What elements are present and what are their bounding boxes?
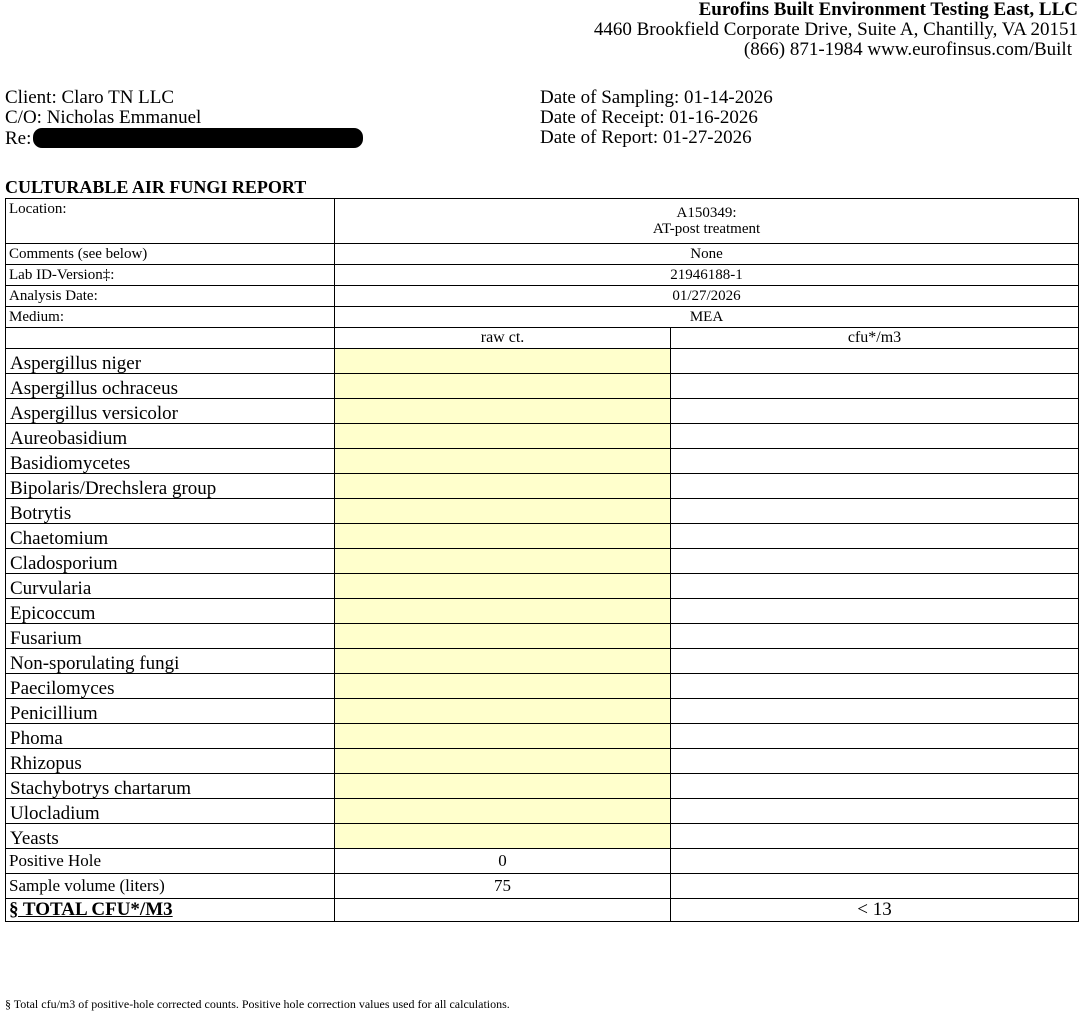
- report-title: CULTURABLE AIR FUNGI REPORT: [5, 177, 307, 197]
- client-re: [5, 128, 363, 149]
- organism-name: Aspergillus niger: [6, 349, 335, 374]
- organism-row: [6, 399, 1079, 424]
- organism-cfu: [671, 574, 1079, 599]
- organism-raw-count: [335, 799, 671, 824]
- organism-name: Cladosporium: [6, 549, 335, 574]
- organism-raw-count: [335, 724, 671, 749]
- organism-raw-count: [335, 674, 671, 699]
- organism-cfu: [671, 724, 1079, 749]
- organism-cfu: [671, 399, 1079, 424]
- client-info: [5, 88, 363, 149]
- organism-raw-count: [335, 474, 671, 499]
- organism-cfu: [671, 424, 1079, 449]
- organism-cfu: [671, 624, 1079, 649]
- total-row: [6, 899, 1079, 922]
- organism-raw-count: [335, 424, 671, 449]
- organism-cfu: [671, 549, 1079, 574]
- organism-name: Phoma: [6, 724, 335, 749]
- positive-hole-cfu: [671, 849, 1079, 874]
- organism-cfu: [671, 749, 1079, 774]
- fungi-report-table: [5, 198, 1079, 922]
- organism-row: [6, 424, 1079, 449]
- organism-row: [6, 474, 1079, 499]
- lab-contact: (866) 871-1984 www.eurofinsus.com/Built: [743, 39, 1072, 60]
- positive-hole-label: Positive Hole: [6, 849, 335, 874]
- organism-raw-count: [335, 399, 671, 424]
- labid-label: Lab ID-Version‡:: [6, 265, 335, 286]
- comments-row: [6, 244, 1079, 265]
- organism-row: [6, 799, 1079, 824]
- organism-row: [6, 449, 1079, 474]
- organism-cfu: [671, 349, 1079, 374]
- analysis-date-label: Analysis Date:: [6, 286, 335, 307]
- organism-cfu: [671, 524, 1079, 549]
- organism-name: Aspergillus ochraceus: [6, 374, 335, 399]
- organism-row: [6, 349, 1079, 374]
- organism-raw-count: [335, 599, 671, 624]
- location-desc: AT-post treatment: [652, 221, 761, 237]
- organism-name: Non-sporulating fungi: [6, 649, 335, 674]
- organism-cfu: [671, 599, 1079, 624]
- organism-name: Rhizopus: [6, 749, 335, 774]
- organism-name: Yeasts: [6, 824, 335, 849]
- organism-row: [6, 549, 1079, 574]
- organism-raw-count: [335, 774, 671, 799]
- organism-raw-count: [335, 574, 671, 599]
- total-value: < 13: [671, 899, 1079, 922]
- comments-label: Comments (see below): [6, 244, 335, 265]
- organism-name: Bipolaris/Drechslera group: [6, 474, 335, 499]
- location-row: [6, 199, 1079, 244]
- column-header-blank: [6, 328, 335, 349]
- organism-row: [6, 749, 1079, 774]
- organism-row: [6, 499, 1079, 524]
- re-label: Re:: [5, 128, 32, 149]
- analysis-date-value: 01/27/2026: [335, 286, 1079, 307]
- organism-raw-count: [335, 624, 671, 649]
- organism-raw-count: [335, 699, 671, 724]
- lab-address: 4460 Brookfield Corporate Drive, Suite A, Chantilly, VA 20151: [593, 19, 1078, 40]
- total-label: § TOTAL CFU*/M3: [6, 899, 335, 922]
- organism-row: [6, 624, 1079, 649]
- medium-row: [6, 307, 1079, 328]
- organism-row: [6, 674, 1079, 699]
- organism-raw-count: [335, 374, 671, 399]
- organism-raw-count: [335, 824, 671, 849]
- date-of-report: Date of Report: 01-27-2026: [540, 127, 752, 148]
- organism-name: Stachybotrys chartarum: [6, 774, 335, 799]
- analysis-date-row: [6, 286, 1079, 307]
- organism-row: [6, 774, 1079, 799]
- organism-cfu: [671, 374, 1079, 399]
- column-header-cfu: cfu*/m3: [671, 328, 1079, 349]
- organism-rows: [6, 349, 1079, 849]
- date-of-receipt: Date of Receipt: 01-16-2026: [540, 107, 758, 128]
- organism-cfu: [671, 499, 1079, 524]
- date-of-sampling: Date of Sampling: 01-14-2026: [540, 87, 773, 108]
- sample-volume-label: Sample volume (liters): [6, 874, 335, 899]
- organism-row: [6, 724, 1079, 749]
- sample-volume-cfu: [671, 874, 1079, 899]
- organism-name: Penicillium: [6, 699, 335, 724]
- organism-cfu: [671, 649, 1079, 674]
- medium-value: MEA: [335, 307, 1079, 328]
- organism-row: [6, 524, 1079, 549]
- organism-cfu: [671, 449, 1079, 474]
- positive-hole-value: 0: [335, 849, 671, 874]
- organism-name: Curvularia: [6, 574, 335, 599]
- organism-cfu: [671, 799, 1079, 824]
- lab-header: [594, 0, 1078, 60]
- organism-row: [6, 599, 1079, 624]
- organism-raw-count: [335, 649, 671, 674]
- organism-row: [6, 824, 1079, 849]
- positive-hole-row: [6, 849, 1079, 874]
- lab-name: Eurofins Built Environment Testing East, LLC: [698, 0, 1078, 20]
- column-header-raw: raw ct.: [335, 328, 671, 349]
- organism-raw-count: [335, 524, 671, 549]
- organism-raw-count: [335, 749, 671, 774]
- organism-name: Paecilomyces: [6, 674, 335, 699]
- organism-row: [6, 574, 1079, 599]
- labid-value: 21946188-1: [335, 265, 1079, 286]
- footnote: § Total cfu/m3 of positive-hole corrected counts. Positive hole correction values used for all calculations.: [5, 997, 510, 1011]
- organism-name: Chaetomium: [6, 524, 335, 549]
- location-id: A150349:: [676, 205, 737, 221]
- location-label: Location:: [6, 199, 335, 244]
- organism-raw-count: [335, 499, 671, 524]
- organism-raw-count: [335, 349, 671, 374]
- sample-volume-row: [6, 874, 1079, 899]
- organism-row: [6, 699, 1079, 724]
- organism-cfu: [671, 774, 1079, 799]
- redaction-bar: [33, 128, 363, 148]
- organism-raw-count: [335, 549, 671, 574]
- location-value: [335, 199, 1079, 244]
- organism-name: Fusarium: [6, 624, 335, 649]
- organism-name: Aspergillus versicolor: [6, 399, 335, 424]
- organism-raw-count: [335, 449, 671, 474]
- medium-label: Medium:: [6, 307, 335, 328]
- organism-cfu: [671, 824, 1079, 849]
- report-dates: [540, 88, 773, 148]
- sample-volume-value: 75: [335, 874, 671, 899]
- organism-cfu: [671, 674, 1079, 699]
- labid-row: [6, 265, 1079, 286]
- client-name: Client: Claro TN LLC: [5, 87, 175, 108]
- column-header-row: [6, 328, 1079, 349]
- organism-cfu: [671, 474, 1079, 499]
- organism-cfu: [671, 699, 1079, 724]
- client-care-of: C/O: Nicholas Emmanuel: [5, 107, 202, 128]
- organism-name: Botrytis: [6, 499, 335, 524]
- comments-value: None: [335, 244, 1079, 265]
- total-raw: [335, 899, 671, 922]
- organism-name: Epicoccum: [6, 599, 335, 624]
- organism-name: Basidiomycetes: [6, 449, 335, 474]
- organism-name: Aureobasidium: [6, 424, 335, 449]
- organism-name: Ulocladium: [6, 799, 335, 824]
- organism-row: [6, 649, 1079, 674]
- organism-row: [6, 374, 1079, 399]
